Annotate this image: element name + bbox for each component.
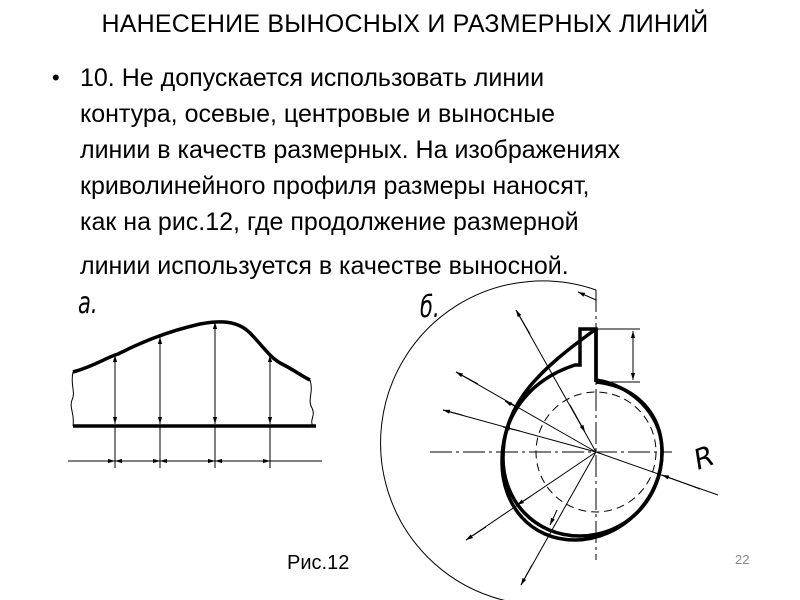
page-number: 22: [735, 552, 750, 567]
figure-a-label: а.: [78, 286, 98, 321]
radius-label: R: [689, 438, 719, 477]
bullet-line: как на рис.12, где продолжение размерной: [80, 208, 579, 236]
bullet-line: линии используется в качестве выносной.: [80, 252, 569, 280]
bullet-line: криволинейного профиля размеры наносят,: [80, 172, 590, 200]
outer-dimension-arc: [381, 281, 596, 600]
bullet-line: линии в качеств размерных. На изображениях: [80, 136, 621, 164]
slide-title: НАНЕСЕНИЕ ВЫНОСНЫХ И РАЗМЕРНЫХ ЛИНИЙ: [101, 10, 709, 38]
bullet-marker: •: [52, 65, 60, 90]
bullet-line: 10. Не допускается использовать линии: [80, 64, 545, 92]
figure-b-label: б.: [420, 290, 440, 325]
profile-outline: [502, 329, 662, 540]
bullet-line: контура, осевые, центровые и выносные: [80, 100, 556, 128]
figure-caption: Рис.12: [287, 552, 350, 574]
